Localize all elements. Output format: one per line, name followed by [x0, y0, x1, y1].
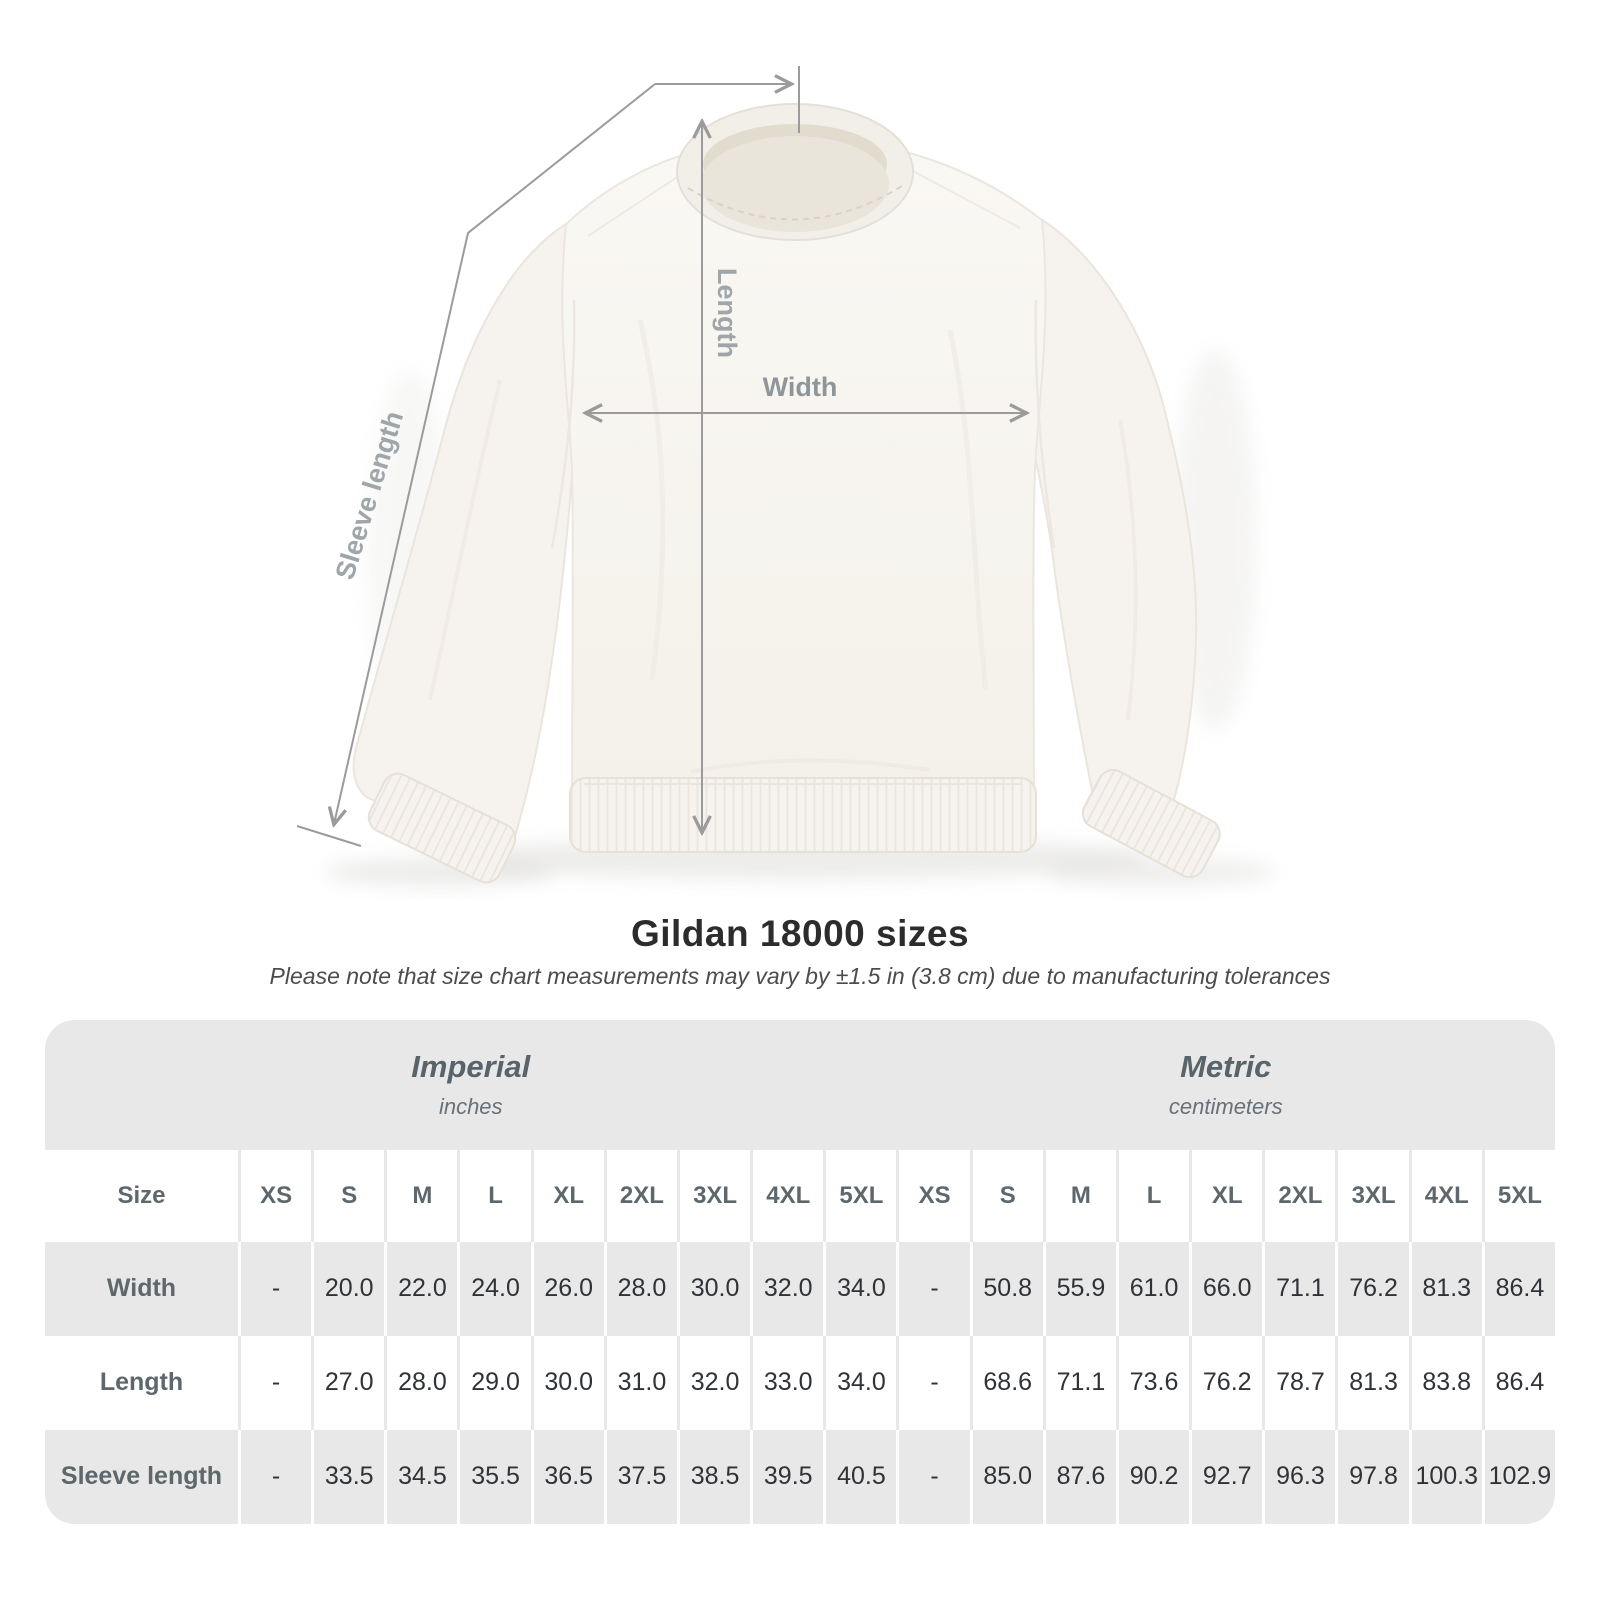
size-col-header: 3XL	[1338, 1150, 1408, 1242]
size-col-header: L	[460, 1150, 530, 1242]
table-cell: 28.0	[387, 1336, 457, 1430]
table-cell: 68.6	[973, 1336, 1043, 1430]
table-cell: 76.2	[1192, 1336, 1262, 1430]
table-cell: -	[241, 1336, 311, 1430]
table-cell: 50.8	[973, 1242, 1043, 1336]
table-cell: 102.9	[1485, 1430, 1555, 1524]
metric-band	[897, 1049, 1556, 1120]
size-col-header: M	[1046, 1150, 1116, 1242]
table-cell: 34.0	[826, 1336, 896, 1430]
table-cell: 30.0	[534, 1336, 604, 1430]
width-label: Width	[762, 372, 838, 402]
table-cell: 83.8	[1412, 1336, 1482, 1430]
table-cell: 81.3	[1338, 1336, 1408, 1430]
size-col-header: 2XL	[607, 1150, 677, 1242]
table-cell: 86.4	[1485, 1242, 1555, 1336]
table-cell: 30.0	[680, 1242, 750, 1336]
table-cell: 78.7	[1265, 1336, 1335, 1430]
table-cell: 34.5	[387, 1430, 457, 1524]
tolerance-note: Please note that size chart measurements may vary by ±1.5 in (3.8 cm) due to manufacturing tolerances	[269, 962, 1331, 989]
table-cell: 55.9	[1046, 1242, 1116, 1336]
table-cell: 32.0	[680, 1336, 750, 1430]
row-label: Sleeve length	[45, 1430, 238, 1524]
table-cell: 71.1	[1046, 1336, 1116, 1430]
table-cell: 40.5	[826, 1430, 896, 1524]
table-cell: 29.0	[460, 1336, 530, 1430]
table-cell: 33.0	[753, 1336, 823, 1430]
table-cell: 24.0	[460, 1242, 530, 1336]
table-cell: 34.0	[826, 1242, 896, 1336]
imperial-band	[45, 1049, 897, 1120]
table-cell: 26.0	[534, 1242, 604, 1336]
size-chart-table	[45, 1020, 1555, 1524]
row-label: Width	[45, 1242, 238, 1336]
size-col-header: 5XL	[826, 1150, 896, 1242]
table-cell: 66.0	[1192, 1242, 1262, 1336]
size-col-header: XL	[534, 1150, 604, 1242]
table-cell: 22.0	[387, 1242, 457, 1336]
table-cell: 85.0	[973, 1430, 1043, 1524]
table-cell: 38.5	[680, 1430, 750, 1524]
table-cell: 33.5	[314, 1430, 384, 1524]
right-sleeve	[1030, 220, 1196, 806]
table-cell: 92.7	[1192, 1430, 1262, 1524]
table-cell: -	[241, 1242, 311, 1336]
table-cell: 73.6	[1119, 1336, 1189, 1430]
table-row-length	[45, 1336, 1555, 1430]
unit-band-row	[45, 1020, 1555, 1150]
table-cell: 71.1	[1265, 1242, 1335, 1336]
table-cell: 86.4	[1485, 1336, 1555, 1430]
metric-title: Metric	[1180, 1049, 1272, 1085]
size-col-header: 2XL	[1265, 1150, 1335, 1242]
table-cell: 32.0	[753, 1242, 823, 1336]
row-label: Length	[45, 1336, 238, 1430]
table-cell: 37.5	[607, 1430, 677, 1524]
table-cell: 81.3	[1412, 1242, 1482, 1336]
table-cell: 100.3	[1412, 1430, 1482, 1524]
table-cell: 76.2	[1338, 1242, 1408, 1336]
imperial-title: Imperial	[411, 1049, 531, 1085]
table-cell: 39.5	[753, 1430, 823, 1524]
size-col-header: 5XL	[1485, 1150, 1555, 1242]
table-cell: -	[241, 1430, 311, 1524]
table-cell: 27.0	[314, 1336, 384, 1430]
table-cell: -	[899, 1430, 969, 1524]
size-col-header: 4XL	[753, 1150, 823, 1242]
size-col-header: S	[314, 1150, 384, 1242]
table-cell: 20.0	[314, 1242, 384, 1336]
hem-band	[570, 778, 1036, 852]
sleeve-end-tick	[297, 826, 361, 846]
sleeve-length-label: Sleeve length	[329, 407, 410, 583]
table-row-width	[45, 1242, 1555, 1336]
size-col-header: M	[387, 1150, 457, 1242]
table-cell: 90.2	[1119, 1430, 1189, 1524]
table-cell: 31.0	[607, 1336, 677, 1430]
table-cell: 97.8	[1338, 1430, 1408, 1524]
sweatshirt-photo	[325, 104, 1275, 887]
table-row-sleeve-length	[45, 1430, 1555, 1524]
size-col-header: S	[973, 1150, 1043, 1242]
size-header-row	[45, 1150, 1555, 1242]
table-cell: 35.5	[460, 1430, 530, 1524]
size-col-header: XS	[899, 1150, 969, 1242]
table-cell: 61.0	[1119, 1242, 1189, 1336]
size-col-header: 3XL	[680, 1150, 750, 1242]
size-col-header: XL	[1192, 1150, 1262, 1242]
imperial-subtitle: inches	[438, 1094, 503, 1120]
metric-subtitle: centimeters	[1168, 1094, 1283, 1120]
table-rows	[45, 1242, 1555, 1524]
table-cell: 36.5	[534, 1430, 604, 1524]
table-cell: 28.0	[607, 1242, 677, 1336]
size-col-header: L	[1119, 1150, 1189, 1242]
length-label: Length	[712, 268, 742, 358]
collar	[677, 104, 913, 240]
table-cell: 87.6	[1046, 1430, 1116, 1524]
table-cell: 96.3	[1265, 1430, 1335, 1524]
size-corner-label: Size	[45, 1150, 238, 1242]
page-title: Gildan 18000 sizes	[630, 913, 970, 954]
table-cell: -	[899, 1242, 969, 1336]
table-cell: -	[899, 1336, 969, 1430]
size-col-header: XS	[241, 1150, 311, 1242]
size-col-header: 4XL	[1412, 1150, 1482, 1242]
